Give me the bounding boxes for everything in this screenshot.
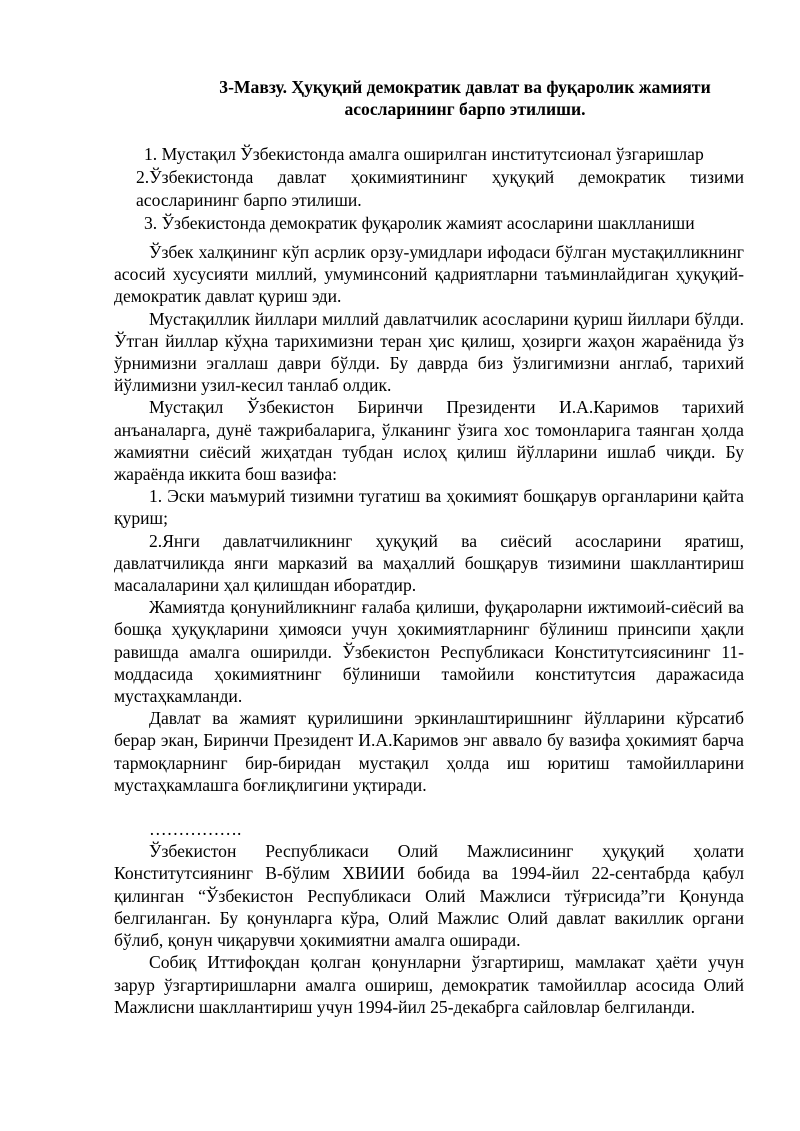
paragraph: Ўзбекистон Республикаси Олий Мажлисининг ҳуқуқий ҳолати Конститутсиянинг В-бўлим ХВИИИ бобида ва 1994-йил 22-сентабрда қабул қилинган “Ўзбекистон Республикаси Олий Мажлиси тўғрисида”ги Қонунда белгиланган. Бу қонунларга кўра, Олий Мажлис Олий давлат вакиллик органи бўлиб, қонун чиқарувчи ҳокимиятни амалга оширади. xyxy=(114,841,744,951)
title-line-1: 3-Мавзу. Ҳуқуқий демократик давлат ва фуқаролик жамияти xyxy=(219,77,711,97)
topic-outline xyxy=(136,143,744,235)
ellipsis-separator: ……………. xyxy=(149,819,242,840)
paragraph: Давлат ва жамият қурилишини эркинлаштиришнинг йўлларини кўрсатиб берар экан, Биринчи Президент И.А.Каримов энг аввало бу вазифа ҳокимият барча тармоқларнинг бир-биридан мустақил ҳолда иш юритиш тамойилларини мустаҳкамлашга боғлиқлигини уқтиради. xyxy=(114,708,744,795)
paragraph: Жамиятда қонунийликнинг ғалаба қилиши, фуқароларни ижтимоий-сиёсий ва бошқа ҳуқуқларини ҳимояси учун ҳокимиятларнинг бўлиниш принсипи ҳақли равишда амалга оширилди. Ўзбекистон Республикаси Конститутсиясининг 11-моддасида ҳокимиятнинг бўлиниши тамойили конститутсия даражасида мустаҳкамланди. xyxy=(114,597,744,707)
paragraph: 2.Янги давлатчиликнинг ҳуқуқий ва сиёсий асосларини яратиш, давлатчиликда янги марказий ва маҳаллий бошқарув тизимини шакллантириш масалаларини ҳал қилишдан иборатдир. xyxy=(114,530,744,596)
page-title xyxy=(140,76,756,120)
outline-item: 1. Мустақил Ўзбекистонда амалга оширилган институтсионал ўзгаришлар xyxy=(144,144,704,164)
paragraph: Ўзбек халқининг кўп асрлик орзу-умидлари ифодаси бўлган мустақилликнинг асосий хусусияти миллий, умуминсоний қадриятларни таъминлайдиган ҳуқуқий-демократик давлат қуриш эди. xyxy=(114,242,744,307)
outline-item: 3. Ўзбекистонда демократик фуқаролик жамият асосларини шаклланиши xyxy=(144,213,695,233)
paragraph: 1. Эски маъмурий тизимни тугатиш ва ҳокимият бошқарув органларини қайта қуриш; xyxy=(114,486,744,529)
outline-item: 2.Ўзбекистонда давлат ҳокимиятининг ҳуқуқий демократик тизими асосларининг барпо этилиши. xyxy=(136,167,744,210)
paragraph: Мустақил Ўзбекистон Биринчи Президенти И.А.Каримов тарихий анъаналарга, дунё тажрибаларига, ўлканинг ўзига хос томонларига таянган ҳолда жамиятни сиёсий жиҳатдан тубдан ислоҳ қилиш йўлларини ишлаб чиқди. Бу жараёнда иккита бош вазифа: xyxy=(114,397,744,485)
document-body xyxy=(114,241,744,1018)
title-line-2: асосларининг барпо этилиши. xyxy=(344,99,586,119)
paragraph: Собиқ Иттифоқдан қолган қонунларни ўзгартириш, мамлакат ҳаёти учун зарур ўзгартиришларни амалга ошириш, демократик тамойиллар асосида Олий Мажлисни шакллантириш учун 1994-йил 25-декабрга сайловлар белгиланди. xyxy=(114,952,744,1017)
paragraph: Мустақиллик йиллари миллий давлатчилик асосларини қуриш йиллари бўлди. Ўтган йиллар кўҳна тарихимизни теран ҳис қилиш, ҳозирги жаҳон жараёнида ўз ўрнимизни эгаллаш даври бўлди. Бу даврда биз ўзлигимизни англаб, тарихий йўлимизни узил-кесил танлаб олдик. xyxy=(114,308,744,396)
